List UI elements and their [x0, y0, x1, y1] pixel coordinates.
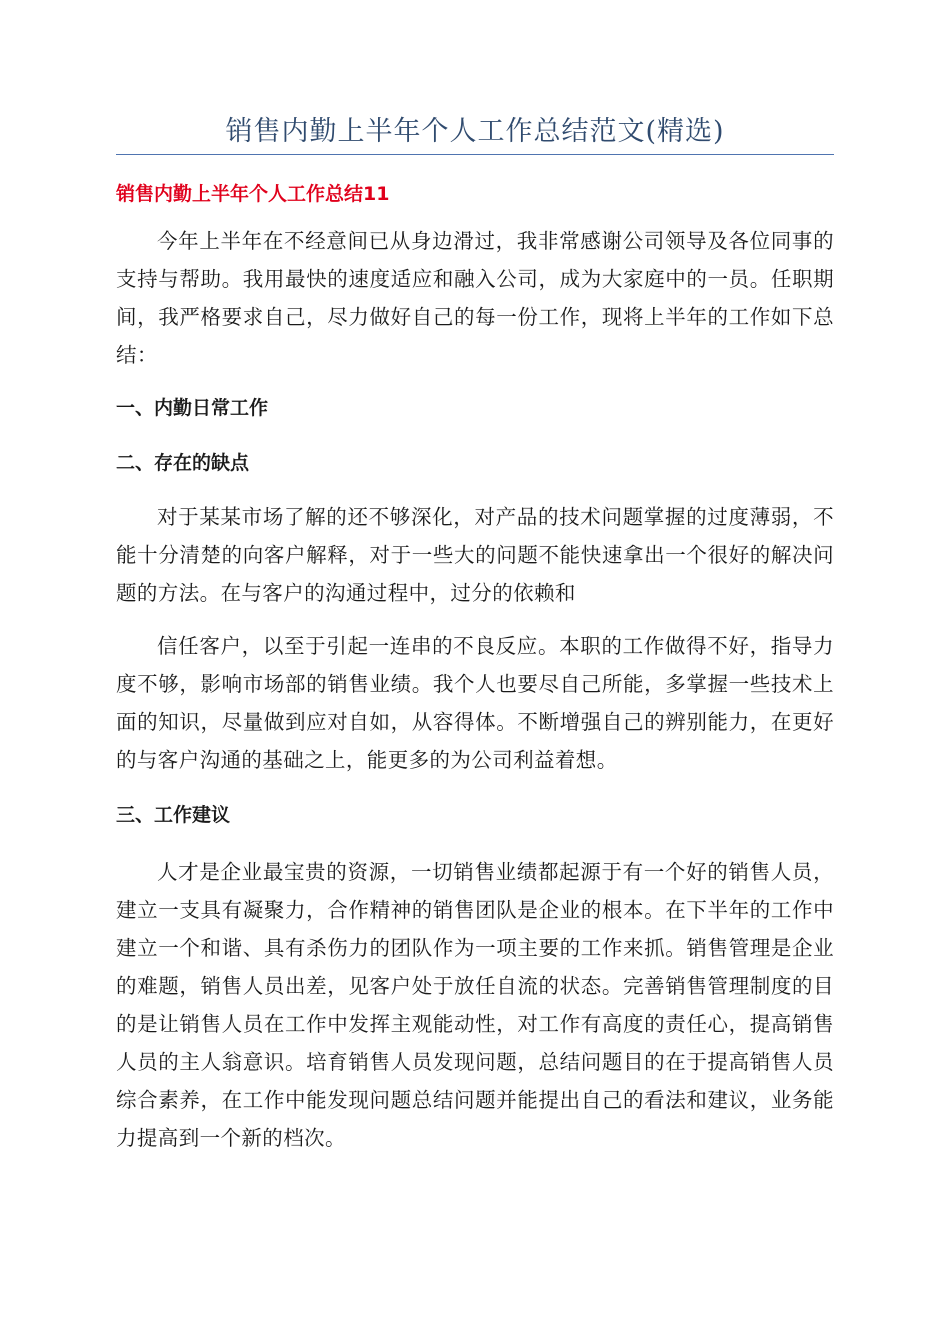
section-heading-daily-work: 一、内勤日常工作: [116, 397, 269, 419]
section-heading-shortcomings: 二、存在的缺点: [116, 452, 250, 474]
section-heading-suggestions: 三、工作建议: [116, 804, 231, 826]
shortcomings-paragraph-2: 信任客户，以至于引起一连串的不良反应。本职的工作做得不好，指导力度不够，影响市场部的销售业绩。我个人也要尽自己所能，多掌握一些技术上面的知识，尽量做到应对自如，从容得体。不断增强自己的辨别能力，在更好的与客户沟通的基础之上，能更多的为公司利益着想。: [116, 634, 834, 772]
intro-paragraph: 今年上半年在不经意间已从身边滑过，我非常感谢公司领导及各位同事的支持与帮助。我用最快的速度适应和融入公司，成为大家庭中的一员。任职期间，我严格要求自己，尽力做好自己的每一份工作，现将上半年的工作如下总结：: [116, 229, 834, 367]
shortcomings-paragraph-1: 对于某某市场了解的还不够深化，对产品的技术问题掌握的过度薄弱，不能十分清楚的向客户解释，对于一些大的问题不能快速拿出一个很好的解决问题的方法。在与客户的沟通过程中，过分的依赖和: [116, 505, 834, 605]
document-subtitle: 销售内勤上半年个人工作总结11: [116, 183, 390, 205]
suggestions-paragraph: 人才是企业最宝贵的资源，一切销售业绩都起源于有一个好的销售人员，建立一支具有凝聚力，合作精神的销售团队是企业的根本。在下半年的工作中建立一个和谐、具有杀伤力的团队作为一项主要的工作来抓。销售管理是企业的难题，销售人员出差，见客户处于放任自流的状态。完善销售管理制度的目的是让销售人员在工作中发挥主观能动性，对工作有高度的责任心，提高销售人员的主人翁意识。培育销售人员发现问题，总结问题目的在于提高销售人员综合素养，在工作中能发现问题总结问题并能提出自己的看法和建议，业务能力提高到一个新的档次。: [116, 860, 834, 1150]
document-title: 销售内勤上半年个人工作总结范文(精选): [225, 116, 725, 147]
title-underline: [116, 154, 834, 155]
